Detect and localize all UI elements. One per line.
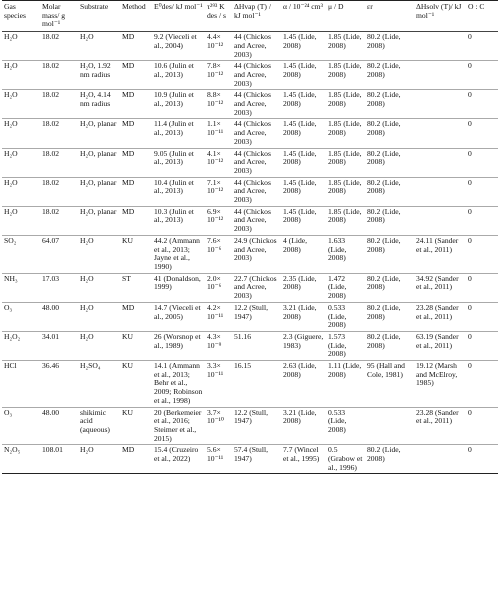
- table-cell: 44 (Chickos and Acree, 2003): [234, 148, 271, 175]
- table-cell: 18.02: [42, 177, 60, 187]
- table-cell: 80.2 (Lide, 2008): [367, 445, 401, 464]
- table-cell: 7.8× 10⁻¹²: [207, 61, 224, 79]
- table-cell: 1.45 (Lide, 2008): [283, 90, 317, 109]
- table-row: [2, 302, 498, 331]
- table-cell: 0: [468, 361, 472, 371]
- table-cell: H₂O: [4, 206, 18, 216]
- table-cell: H₂O: [4, 90, 18, 100]
- table-cell: MD: [122, 90, 135, 100]
- table-cell: MD: [122, 302, 135, 312]
- table-cell: MD: [122, 177, 135, 187]
- table-cell: 80.2 (Lide, 2008): [367, 119, 401, 138]
- table-cell: 19.12 (Marsh and McElroy, 1985): [416, 361, 458, 388]
- table-cell: 10.9 (Julin et al., 2013): [154, 90, 194, 109]
- table-cell: 4.2× 10⁻¹¹: [207, 302, 224, 321]
- table-cell: H₂O: [4, 32, 18, 42]
- table-cell: 1.1× 10⁻¹¹: [207, 119, 224, 138]
- table-cell: shikimic acid (aqueous): [80, 407, 110, 434]
- table-row: [2, 331, 498, 360]
- column-header: ΔHsolv (T)/ kJ mol⁻¹: [416, 2, 462, 20]
- table-cell: 6.9× 10⁻¹²: [207, 206, 224, 225]
- table-row: [2, 61, 498, 90]
- table-cell: 51.16: [234, 331, 252, 341]
- table-cell: 0: [468, 273, 472, 283]
- table-cell: KU: [122, 361, 133, 371]
- table-cell: MD: [122, 445, 135, 455]
- table-cell: 95 (Hall and Cole, 1981): [367, 361, 405, 379]
- column-header: O : C: [468, 2, 485, 11]
- table-cell: 24.9 (Chickos and Acree, 2003): [234, 235, 277, 263]
- table-cell: 108.01: [42, 445, 63, 455]
- table-cell: H₂O: [80, 331, 94, 341]
- table-cell: 80.2 (Lide, 2008): [367, 32, 401, 50]
- table-cell: H₂O: [4, 148, 18, 158]
- table-cell: 0: [468, 90, 472, 100]
- table-cell: 0: [468, 32, 472, 42]
- table-cell: H₂O, planar: [80, 119, 117, 129]
- table-cell: 5.6× 10⁻¹¹: [207, 445, 224, 464]
- table-cell: HCl: [4, 361, 17, 371]
- table-cell: SO₂: [4, 235, 17, 245]
- table-cell: 80.2 (Lide, 2008): [367, 331, 401, 350]
- table-cell: 4 (Lide, 2008): [283, 235, 308, 254]
- table-cell: 80.2 (Lide, 2008): [367, 61, 401, 79]
- table-cell: 44.2 (Ammann et al., 2013; Jayne et al., 1990): [154, 235, 200, 271]
- table-cell: 44 (Chickos and Acree, 2003): [234, 177, 271, 205]
- table-cell: 20 (Berkemeier et al., 2016; Steimer et al., 2015): [154, 407, 202, 443]
- table-cell: 0.533 (Lide, 2008): [328, 407, 347, 434]
- column-header: Molar mass/ g mol⁻¹: [42, 2, 65, 29]
- table-cell: 18.02: [42, 90, 60, 100]
- table-cell: 0: [468, 235, 472, 245]
- table-cell: 18.02: [42, 206, 60, 216]
- table-row: [2, 407, 498, 445]
- table-cell: 24.11 (Sander et al., 2011): [416, 235, 459, 254]
- table-cell: 80.2 (Lide, 2008): [367, 235, 401, 254]
- table-cell: [365, 407, 414, 445]
- table-row: [2, 90, 498, 119]
- table-row: [2, 235, 498, 273]
- column-header: Method: [122, 2, 146, 11]
- table-cell: 1.45 (Lide, 2008): [283, 32, 317, 50]
- table-cell: 44 (Chickos and Acree, 2003): [234, 206, 271, 234]
- table-cell: H₂O: [4, 177, 18, 187]
- table-cell: 1.45 (Lide, 2008): [283, 119, 317, 138]
- table-cell: 1.472 (Lide, 2008): [328, 273, 347, 301]
- table-cell: 57.4 (Stull, 1947): [234, 445, 268, 464]
- table-cell: 23.28 (Sander et al., 2011): [416, 407, 459, 426]
- table-cell: 0: [468, 445, 472, 455]
- table-cell: 0: [468, 331, 472, 341]
- table-cell: [414, 61, 466, 90]
- table-row: [2, 206, 498, 235]
- table-cell: [414, 148, 466, 177]
- table-cell: 1.11 (Lide, 2008): [328, 361, 362, 379]
- column-header: Gas species: [4, 2, 26, 20]
- table-cell: 1.45 (Lide, 2008): [283, 61, 317, 79]
- table-cell: 44 (Chickos and Acree, 2003): [234, 90, 271, 117]
- table-cell: 4.3× 10⁻⁹: [207, 331, 222, 350]
- table-cell: 1.85 (Lide, 2008): [328, 177, 362, 196]
- table-cell: [414, 90, 466, 119]
- column-header: εr: [367, 2, 373, 11]
- table-row: [2, 119, 498, 148]
- table-cell: 16.15: [234, 361, 252, 371]
- column-header: Substrate: [80, 2, 109, 11]
- data-table: [2, 0, 498, 474]
- table-cell: 12.2 (Stull, 1947): [234, 302, 268, 321]
- table-cell: MD: [122, 61, 135, 71]
- table-cell: H₂O: [80, 235, 94, 245]
- table-cell: MD: [122, 32, 135, 42]
- table-cell: MD: [122, 148, 135, 158]
- table-cell: 34.01: [42, 331, 60, 341]
- table-row: [2, 361, 498, 408]
- table-cell: MD: [122, 119, 135, 129]
- table-cell: 12.2 (Stull, 1947): [234, 407, 268, 426]
- table-cell: 15.4 (Cruzeiro et al., 2022): [154, 445, 199, 464]
- table-cell: 2.63 (Lide, 2008): [283, 361, 317, 379]
- table-cell: 44 (Chickos and Acree, 2003): [234, 119, 271, 146]
- table-cell: KU: [122, 331, 133, 341]
- table-cell: 1.85 (Lide, 2008): [328, 61, 362, 79]
- table-cell: 41 (Donaldson, 1999): [154, 273, 201, 292]
- table-cell: 44 (Chickos and Acree, 2003): [234, 61, 271, 88]
- table-cell: 10.4 (Julin et al., 2013): [154, 177, 194, 196]
- table-cell: 9.2 (Vieceli et al., 2004): [154, 32, 197, 50]
- column-header: τ²⁹³ K des / s: [207, 2, 226, 20]
- table-cell: 7.6× 10⁻⁶: [207, 235, 222, 254]
- table-cell: 0: [468, 407, 472, 417]
- column-header: μ / D: [328, 2, 344, 11]
- table-cell: KU: [122, 407, 133, 417]
- table-cell: 80.2 (Lide, 2008): [367, 177, 401, 196]
- table-cell: [414, 119, 466, 148]
- table-cell: 1.85 (Lide, 2008): [328, 119, 362, 138]
- table-cell: 14.1 (Ammann et al., 2013; Behr et al., 2009; Robinson et al., 1998): [154, 361, 203, 405]
- table-cell: 18.02: [42, 61, 60, 71]
- table-cell: 3.21 (Lide, 2008): [283, 302, 317, 321]
- table-row: [2, 148, 498, 177]
- table-cell: N₂O₅: [4, 445, 21, 455]
- table-cell: 1.45 (Lide, 2008): [283, 148, 317, 167]
- table-cell: O₃: [4, 407, 13, 417]
- table-cell: 10.3 (Julin et al., 2013): [154, 206, 194, 225]
- table-cell: 11.4 (Julin et al., 2013): [154, 119, 194, 138]
- table-cell: 1.85 (Lide, 2008): [328, 90, 362, 109]
- table-cell: 10.6 (Julin et al., 2013): [154, 61, 194, 79]
- table-cell: 1.633 (Lide, 2008): [328, 235, 347, 263]
- table-cell: ST: [122, 273, 131, 283]
- table-cell: KU: [122, 235, 133, 245]
- table-cell: 7.1× 10⁻¹²: [207, 177, 224, 196]
- table-cell: 18.02: [42, 32, 60, 42]
- table-cell: H₂O: [4, 61, 18, 71]
- table-cell: 48.00: [42, 407, 60, 417]
- table-cell: MD: [122, 206, 135, 216]
- table-cell: 4.4× 10⁻¹²: [207, 32, 224, 50]
- table-cell: H₂O, planar: [80, 206, 117, 216]
- table-cell: H₂O, planar: [80, 177, 117, 187]
- table-cell: H₂O₂: [4, 331, 21, 341]
- table-cell: 17.03: [42, 273, 60, 283]
- table-cell: 7.7 (Wincel et al., 1995): [283, 445, 320, 464]
- table-cell: 1.45 (Lide, 2008): [283, 177, 317, 196]
- table-cell: 4.1× 10⁻¹²: [207, 148, 224, 167]
- table-cell: 0: [468, 119, 472, 129]
- table-cell: 2.0× 10⁻⁶: [207, 273, 222, 292]
- table-cell: H₂SO₄: [80, 361, 101, 371]
- table-cell: H₂O: [80, 32, 94, 42]
- table-cell: 1.45 (Lide, 2008): [283, 206, 317, 225]
- table-cell: 80.2 (Lide, 2008): [367, 148, 401, 167]
- table-cell: H₂O, 1.92 nm radius: [80, 61, 111, 79]
- table-cell: 0: [468, 61, 472, 71]
- table-cell: 3.3× 10⁻¹¹: [207, 361, 224, 379]
- table-cell: [414, 177, 466, 206]
- table-cell: H₂O: [80, 273, 94, 283]
- table-row: [2, 273, 498, 302]
- table-header: [2, 1, 498, 32]
- table-row: [2, 445, 498, 474]
- table-cell: 2.35 (Lide, 2008): [283, 273, 317, 292]
- table-cell: 80.2 (Lide, 2008): [367, 90, 401, 109]
- table-cell: 0.5 (Grabow et al., 1996): [328, 445, 363, 472]
- table-cell: 3.7× 10⁻¹⁰: [207, 407, 224, 426]
- table-cell: NH₃: [4, 273, 18, 283]
- table-cell: 0: [468, 206, 472, 216]
- column-header: ΔHvap (T) / kJ mol⁻¹: [234, 2, 271, 20]
- table-cell: 1.85 (Lide, 2008): [328, 206, 362, 225]
- table-cell: 80.2 (Lide, 2008): [367, 206, 401, 225]
- table-cell: 18.02: [42, 119, 60, 129]
- header-row: [2, 1, 498, 32]
- table-cell: 3.21 (Lide, 2008): [283, 407, 317, 426]
- table-cell: 63.19 (Sander et al., 2011): [416, 331, 459, 350]
- table-cell: O₃: [4, 302, 13, 312]
- table-cell: 34.92 (Sander et al., 2011): [416, 273, 459, 292]
- table-cell: 64.07: [42, 235, 60, 245]
- table-cell: 48.00: [42, 302, 60, 312]
- table-cell: H₂O, planar: [80, 148, 117, 158]
- table-cell: H₂O: [80, 302, 94, 312]
- table-cell: 14.7 (Vieceli et al., 2005): [154, 302, 201, 321]
- table-cell: 1.573 (Lide, 2008): [328, 331, 347, 359]
- table-cell: 0.533 (Lide, 2008): [328, 302, 347, 330]
- table-body: [2, 32, 498, 474]
- table-cell: 22.7 (Chickos and Acree, 2003): [234, 273, 277, 301]
- table-cell: 26 (Worsnop et al., 1989): [154, 331, 201, 350]
- table-cell: H₂O: [80, 445, 94, 455]
- table-cell: 9.05 (Julin et al., 2013): [154, 148, 194, 167]
- table-cell: H₂O, 4.14 nm radius: [80, 90, 111, 109]
- table-cell: 80.2 (Lide, 2008): [367, 302, 401, 321]
- table-cell: [414, 445, 466, 474]
- table-row: [2, 32, 498, 61]
- table-row: [2, 177, 498, 206]
- table-cell: 44 (Chickos and Acree, 2003): [234, 32, 271, 59]
- table-cell: 0: [468, 302, 472, 312]
- table-cell: 0: [468, 177, 472, 187]
- column-header: α / 10⁻²⁴ cm³: [283, 2, 323, 11]
- column-header: E⁰des/ kJ mol⁻¹: [154, 2, 203, 11]
- table-cell: 1.85 (Lide, 2008): [328, 32, 362, 50]
- table-cell: 1.85 (Lide, 2008): [328, 148, 362, 167]
- table-cell: [414, 32, 466, 61]
- table-cell: 80.2 (Lide, 2008): [367, 273, 401, 292]
- table-cell: 23.28 (Sander et al., 2011): [416, 302, 459, 321]
- table-cell: 0: [468, 148, 472, 158]
- table-cell: [414, 206, 466, 235]
- table-cell: 18.02: [42, 148, 60, 158]
- table-cell: 36.46: [42, 361, 60, 371]
- table-cell: H₂O: [4, 119, 18, 129]
- table-cell: 8.8× 10⁻¹²: [207, 90, 224, 109]
- table-cell: 2.3 (Giguere, 1983): [283, 331, 324, 350]
